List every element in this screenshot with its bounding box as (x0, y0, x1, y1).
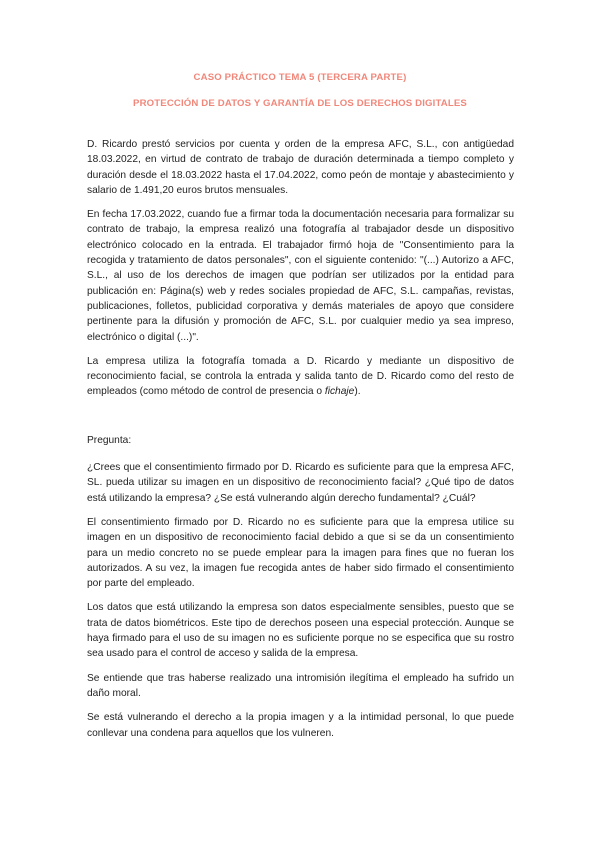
question-text: ¿Crees que el consentimiento firmado por D. Ricardo es suficiente para que la empresa AFC, SL. pueda utilizar su imagen en un dispositivo de reconocimiento facial? ¿Qué tipo de datos está utilizando la empresa? ¿Se está vulnerando algún derecho fundamental? ¿Cuál? (87, 462, 514, 504)
case-paragraph-3 (87, 354, 514, 400)
answer-paragraph-2: Los datos que está utilizando la empresa son datos especialmente sensibles, puesto que se trata de datos biométricos. Este tipo de derechos poseen una especial protección. Aunque se haya firmado para el uso de su imagen no es suficiente porque no se especifica que su rostro sea usado para el control de acceso y salida de la empresa. (87, 602, 514, 660)
case-paragraph-2: En fecha 17.03.2022, cuando fue a firmar toda la documentación necesaria para formalizar su contrato de trabajo, la empresa realizó una fotografía al trabajador desde un dispositivo electrónico colocado en la entrada. El trabajador firmó hoja de "Consentimiento para la recogida y tratamiento de datos personales", con el siguiente contenido: "(...) Autorizo a AFC, S.L., al uso de los derechos de imagen que podrían ser utilizados por la entidad para publicación en: Página(s) web y redes sociales propiedad de AFC, S.L. campañas, revistas, publicaciones, folletos, publicidad corporativa y demás materiales de apoyo que considere pertinente para la difusión y promoción de AFC, S.L. por cualquier medio ya sea impreso, electrónico o digital (...)". (87, 209, 514, 343)
question-label: Pregunta: (87, 434, 132, 446)
answer-paragraph-4: Se está vulnerando el derecho a la propia imagen y a la intimidad personal, lo que puede conllevar una condena para aquellos que los vulneren. (87, 712, 514, 739)
case-paragraph-1: D. Ricardo prestó servicios por cuenta y orden de la empresa AFC, S.L., con antigüedad 18.03.2022, en virtud de contrato de trabajo de duración determinada a tiempo completo y duración desde el 18.03.2022 hasta el 17.04.2022, como peón de montaje y abastecimiento y salario de 1.491,20 euros brutos mensuales. (87, 139, 514, 196)
document-subtitle: PROTECCIÓN DE DATOS Y GARANTÍA DE LOS DERECHOS DIGITALES (133, 98, 467, 109)
case-paragraph-3-text: La empresa utiliza la fotografía tomada a D. Ricardo y mediante un dispositivo de reconocimiento facial, se controla la entrada y salida tanto de D. Ricardo como del resto de empleados (como método de control de presencia o (87, 355, 514, 398)
document-body (87, 137, 514, 750)
answer-paragraph-3: Se entiende que tras haberse realizado una intromisión ilegítima el empleado ha sufrido un daño moral. (87, 672, 514, 699)
case-paragraph-3-end: ). (354, 386, 361, 398)
answer-paragraph-1: El consentimiento firmado por D. Ricardo no es suficiente para que la empresa utilice su imagen en un dispositivo de reconocimiento facial debido a que si se da un consentimiento para un medio concreto no se puede emplear para la imagen para fines que no fueran los autorizados. A su vez, la imagen fue recogida antes de haber sido firmado el consentimiento por parte del empleado. (87, 516, 514, 590)
fichaje-italic: fichaje (324, 386, 355, 398)
document-title: CASO PRÁCTICO TEMA 5 (TERCERA PARTE) (193, 72, 407, 83)
title-block (0, 72, 600, 110)
